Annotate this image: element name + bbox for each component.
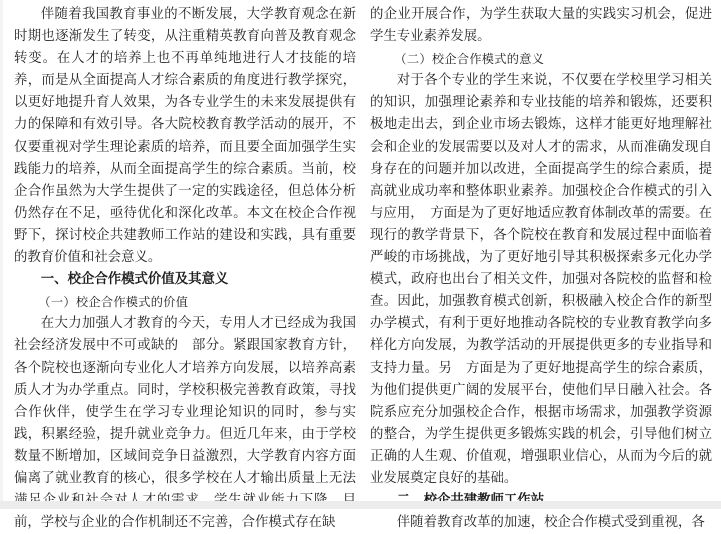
subsection-heading-1-2: （二）校企合作模式的意义 — [394, 52, 545, 67]
intro-paragraph: 伴随着我国教育事业的不断发展，大学教育观念在新时期也逐渐发生了转变，从注重精英教育向普及教育观念转变。在人才的培养上也不再单纯地进行人才技能的培养，而是从全面提高人才综合素质的角度进行教学探究，以更好地提升育人效果，为各专业学生的未来发展提供有力的保障和有效引导。各大院校教育教学活动的展开，不仅要重视对学生理论素质的培养，而且要全面加强学生实践能力的培养，从而全面提高学生的综合素质。当前，校企合作虽然为大学生提供了一定的实践途径，但总体分析仍然存在不足，亟待优化和深化改革。本文在校企合作视野下，探讨校企共建教师工作站的建设和实践，具有重要的教育价值和社会意义。 — [14, 7, 356, 266]
subsection-heading-1-1: （一）校企合作模式的价值 — [38, 295, 189, 310]
workstation-paragraph: 伴随着教育改革的加速，校企合作模式受到重视，各 — [396, 515, 705, 531]
page-left-edge — [0, 0, 3, 509]
value-paragraph: 在大力加强人才教育的今天，专用人才已经成为我国社会经济发展中不可或缺的 部分。紧跟国家教育方针，各个院校也逐渐向专业化人才培养方向发展，以培养高素质人才为办学重点。同时，学校积极完善教育政策，寻找合作伙伴，使学生在学习专业理论知识的同时，参与实践，积累经验，提升就业竞争力。但近几年来，由于学校数量不断增加，区域间竞争日益激烈，大学教育内容方面偏离了就业教育的核心，很多学校在人才输出质量上无法 前，学校与企业的合作机制还不完善，合作模式存在缺 — [14, 316, 356, 531]
continued-paragraph: 的企业开展合作，为学生获取大量的实践实习机会，促进学生专业素养发展。 — [370, 7, 712, 45]
significance-paragraph: 对于各个专业的学生来说，不仅要在学校里学习相关的知识，加强理论素养和专业技能的培养和锻炼，还要积极地走出去，到企业市场去锻炼，这样才能更好地理解社会和企业的发展需要以及对人才的需求，从而准确发现自身存在的问题并加以改进，全面提高学生的综合素质，提高就业成功率和整体职业素养。加强校企合作模式的引入与应用， 方面是为了更好地适应教育体制改革的需要。在现行的教学背景下，各个院校在教育和发展过程中面临着严峻的市场挑战，为了更好地引导其积极探索多元化办学模式，政府也出台了相关文件，加强对各院校的监督和检查。因此，加强教育模式创新，积极融入校企合作的新型办学模式，有利于更好地推动各院校的专业教育教学向多样化方向发展，为教学活动的开展提供更多的专业指导和支持力量。另 方面是为了更好地提高学生的综合素质，为他们提供更广阔的发展平台，使他们早日融入社会。各院系应充分加强校企合作，根据市场需求，加强教学资源的整合，为学生提供更多锻炼实践的机会，引导他们树立正确的人生观、价值观，增强职业信心，从而为今后的就业发展奠定良好的基础。 — [370, 73, 712, 486]
right-column — [370, 4, 712, 534]
section-heading-1: 一、校企合作模式价值及其意义 — [40, 272, 229, 288]
page-bottom-edge — [0, 501, 721, 509]
left-column — [14, 4, 356, 534]
